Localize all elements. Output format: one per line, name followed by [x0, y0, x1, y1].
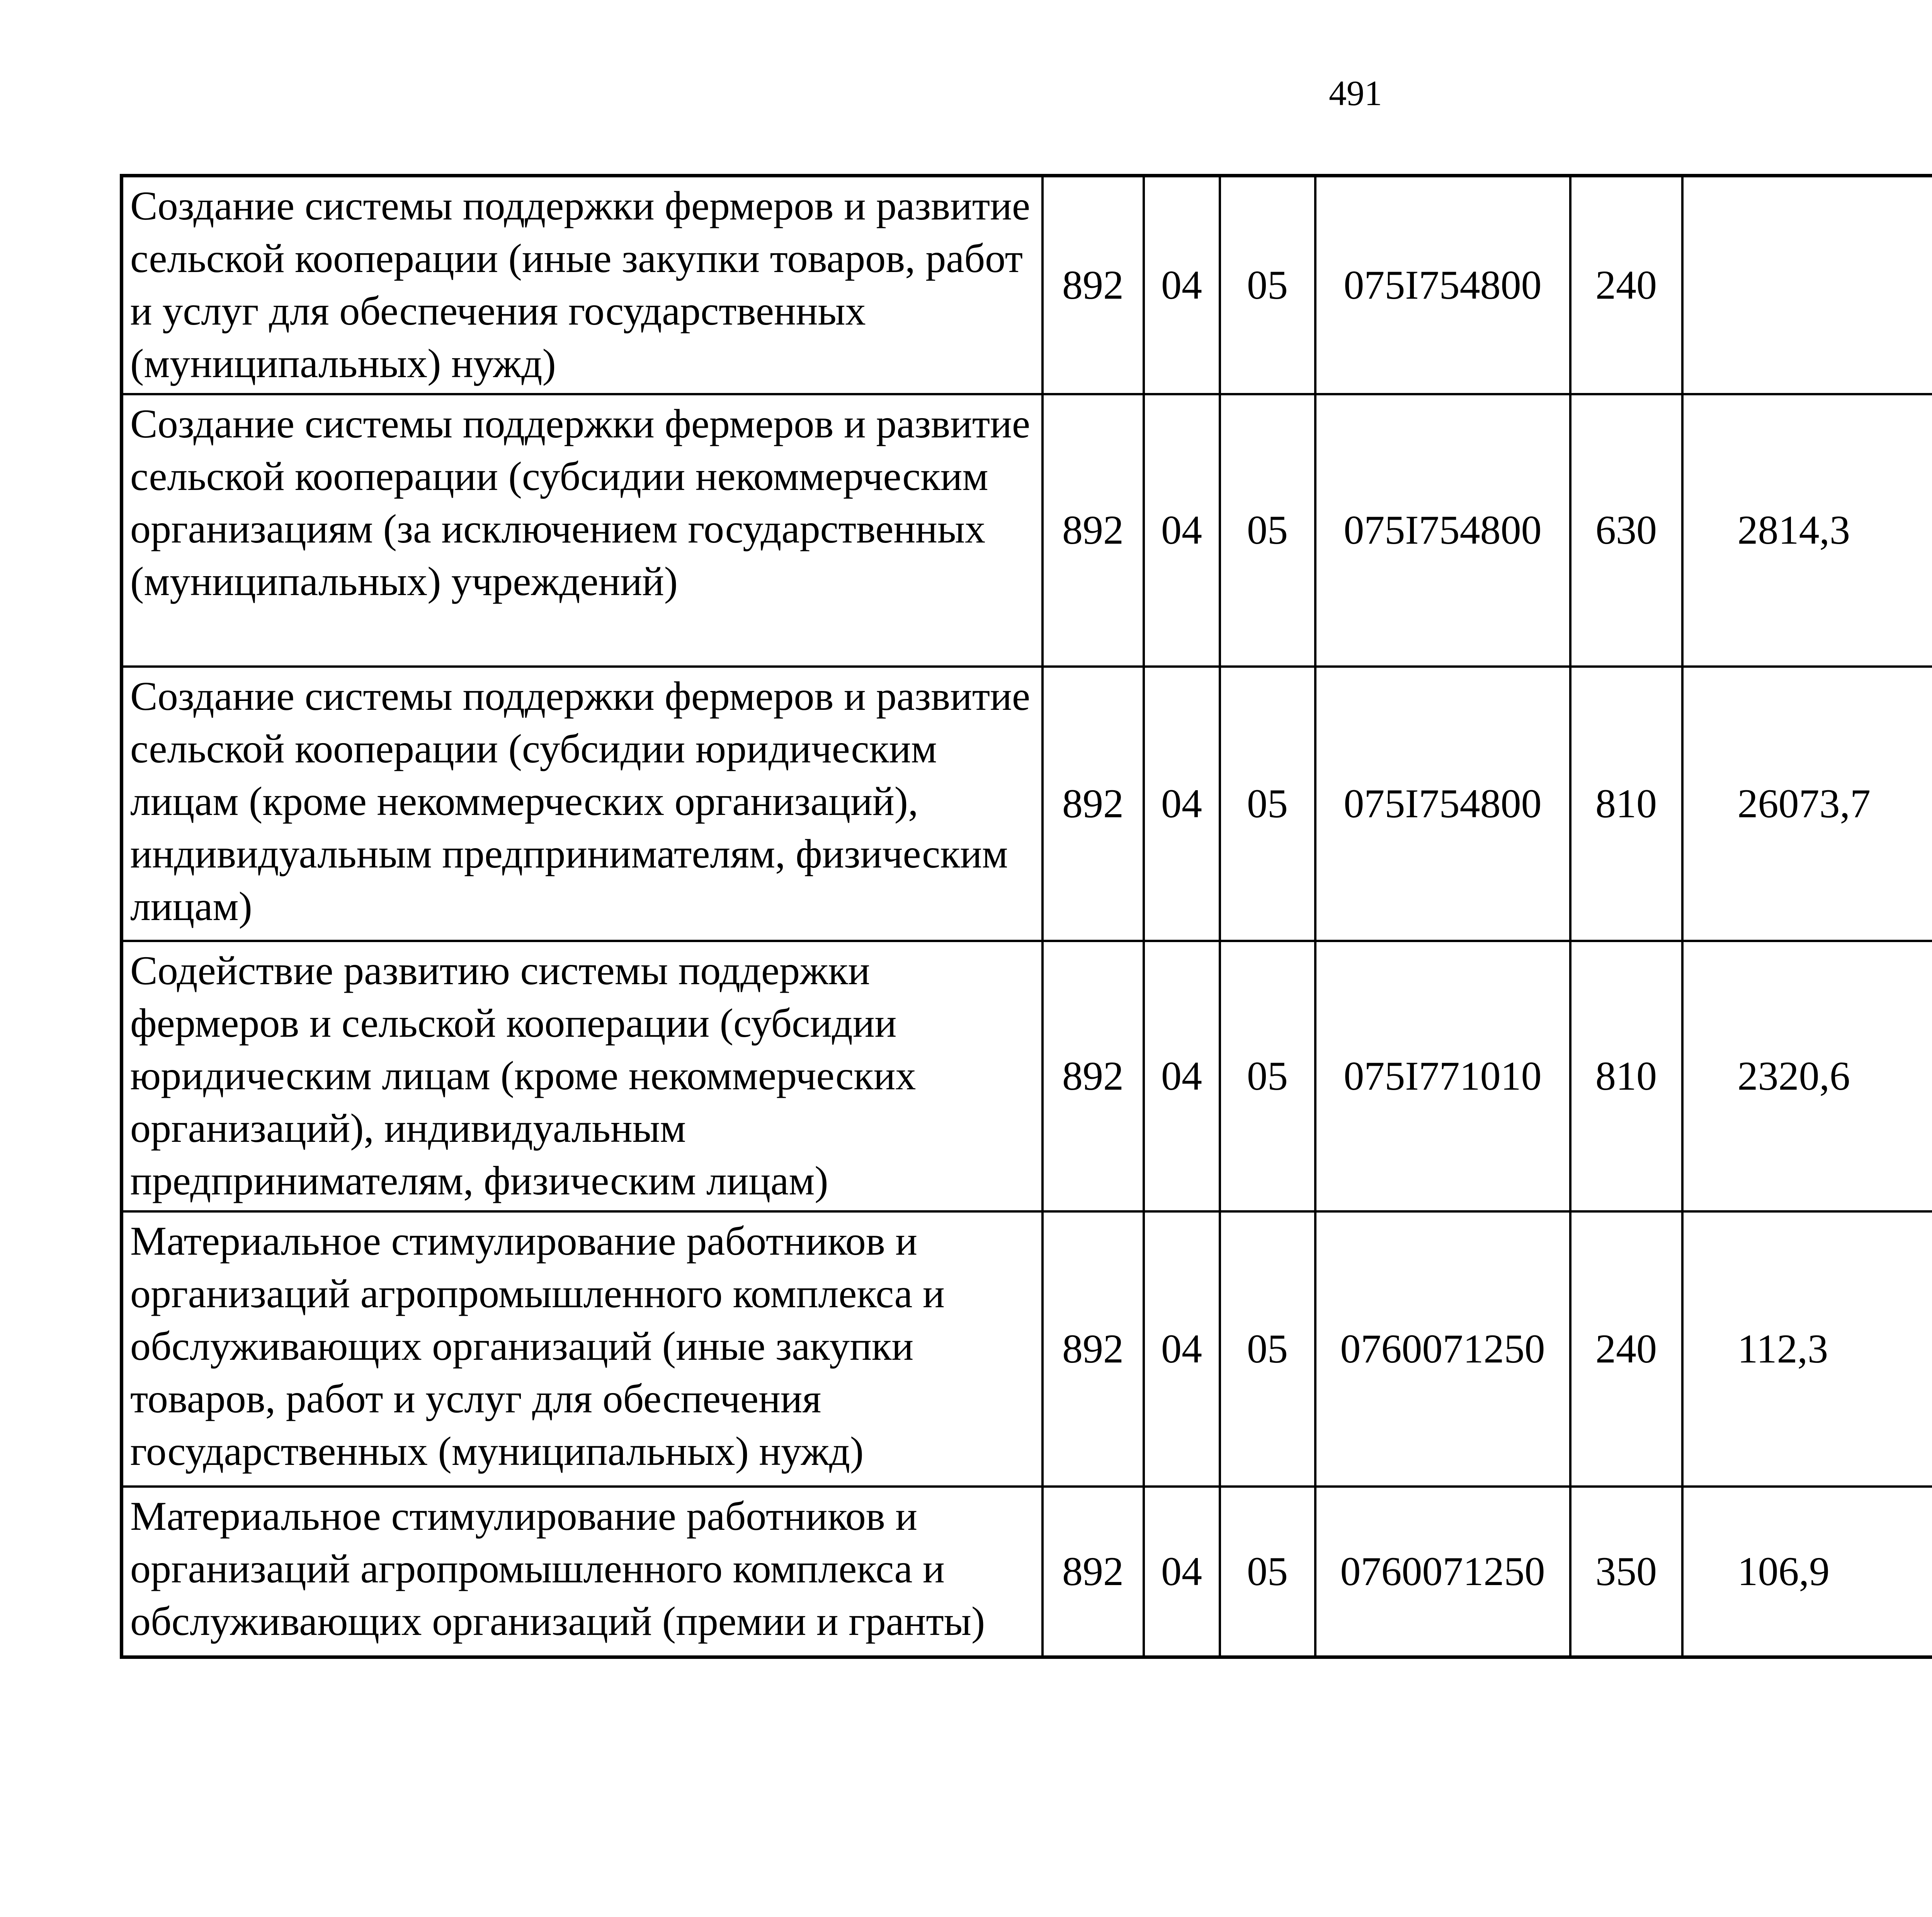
- amount-year-1: 2814,3: [1682, 394, 1932, 667]
- expense-type-code: 350: [1570, 1487, 1682, 1657]
- table-row: [122, 176, 1932, 394]
- section-code: 04: [1144, 394, 1220, 667]
- row-description: Содействие развитию системы поддержки фермеров и сельской кооперации (субсидии юридическим лицам (кроме некоммерческих организаций), индивидуальным предпринимателям, физическим лицам): [122, 941, 1043, 1211]
- table-row: [122, 1487, 1932, 1657]
- target-article-code: 075I754800: [1315, 667, 1570, 941]
- row-description: Материальное стимулирование работников и организаций агропромышленного комплекса и обслуживающих организаций (премии и гранты): [122, 1487, 1043, 1657]
- row-description: Создание системы поддержки фермеров и развитие сельской кооперации (субсидии некоммерческим организациям (за исключением государственных (муниципальных) учреждений): [122, 394, 1043, 667]
- grbs-code: 892: [1043, 667, 1144, 941]
- expense-type-code: 810: [1570, 667, 1682, 941]
- subsection-code: 05: [1220, 394, 1315, 667]
- expense-type-code: 240: [1570, 176, 1682, 394]
- subsection-code: 05: [1220, 941, 1315, 1211]
- grbs-code: 892: [1043, 1487, 1144, 1657]
- section-code: 04: [1144, 1211, 1220, 1487]
- amount-year-1: 2320,6: [1682, 941, 1932, 1211]
- expense-type-code: 240: [1570, 1211, 1682, 1487]
- table-row: [122, 667, 1932, 941]
- expense-type-code: 630: [1570, 394, 1682, 667]
- amount-year-1: [1682, 176, 1932, 394]
- row-description: Создание системы поддержки фермеров и развитие сельской кооперации (субсидии юридическим лицам (кроме некоммерческих организаций), индивидуальным предпринимателям, физическим лицам): [122, 667, 1043, 941]
- target-article-code: 075I754800: [1315, 394, 1570, 667]
- expense-type-code: 810: [1570, 941, 1682, 1211]
- table-row: [122, 1211, 1932, 1487]
- section-code: 04: [1144, 1487, 1220, 1657]
- budget-table: [120, 174, 1932, 1659]
- target-article-code: 0760071250: [1315, 1487, 1570, 1657]
- amount-year-1: 112,3: [1682, 1211, 1932, 1487]
- subsection-code: 05: [1220, 176, 1315, 394]
- target-article-code: 075I754800: [1315, 176, 1570, 394]
- subsection-code: 05: [1220, 1211, 1315, 1487]
- row-description: Создание системы поддержки фермеров и развитие сельской кооперации (иные закупки товаров, работ и услуг для обеспечения государственных (муниципальных) нужд): [122, 176, 1043, 394]
- grbs-code: 892: [1043, 176, 1144, 394]
- section-code: 04: [1144, 176, 1220, 394]
- amount-year-1: 26073,7: [1682, 667, 1932, 941]
- table-row: [122, 941, 1932, 1211]
- grbs-code: 892: [1043, 1211, 1144, 1487]
- page-number: 491: [1329, 73, 1382, 113]
- subsection-code: 05: [1220, 1487, 1315, 1657]
- row-description: Материальное стимулирование работников и организаций агропромышленного комплекса и обслуживающих организаций (иные закупки товаров, работ и услуг для обеспечения государственных (муниципальных) нужд): [122, 1211, 1043, 1487]
- grbs-code: 892: [1043, 394, 1144, 667]
- target-article-code: 075I771010: [1315, 941, 1570, 1211]
- amount-year-1: 106,9: [1682, 1487, 1932, 1657]
- grbs-code: 892: [1043, 941, 1144, 1211]
- section-code: 04: [1144, 941, 1220, 1211]
- target-article-code: 0760071250: [1315, 1211, 1570, 1487]
- subsection-code: 05: [1220, 667, 1315, 941]
- table-row: [122, 394, 1932, 667]
- section-code: 04: [1144, 667, 1220, 941]
